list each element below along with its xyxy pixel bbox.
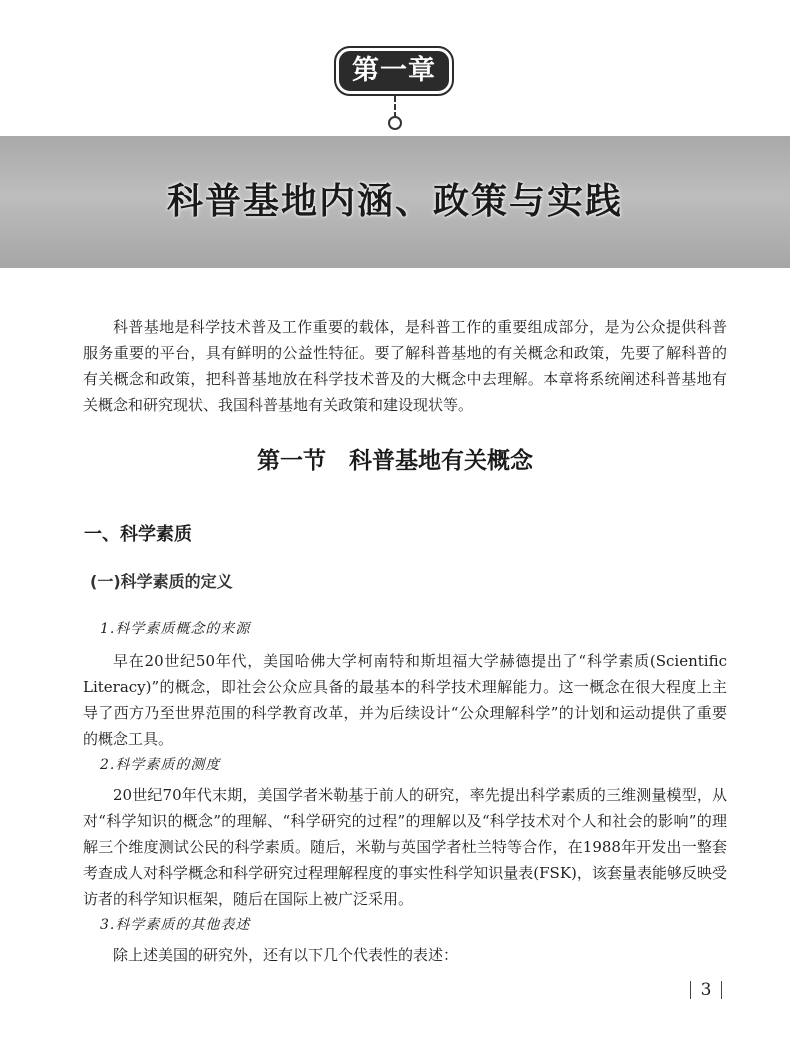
paragraph-other-expressions: 除上述美国的研究外，还有以下几个代表性的表述： — [113, 946, 459, 964]
intro-paragraph: 科普基地是科学技术普及工作重要的载体，是科普工作的重要组成部分，是为公众提供科普服务重要的平台，具有鲜明的公益性特征。要了解科普基地的有关概念和政策，先要了解科普的有关概念和政策，把科普基地放在科学技术普及的大概念中去理解。本章将系统阐述科普基地有关概念和研究现状、我国科普基地有关政策和建设现状等。 — [83, 318, 727, 414]
subheading-origin: 1.科学素质概念的来源 — [100, 621, 251, 637]
chapter-label-badge: 第一章 — [336, 48, 452, 94]
heading-definition: (一)科学素质的定义 — [90, 572, 233, 591]
page-number-left-rule — [690, 981, 691, 999]
page-number-value: 3 — [700, 979, 712, 1000]
chapter-title: 科普基地内涵、政策与实践 — [166, 181, 623, 222]
badge-connector-ring — [388, 116, 402, 130]
paragraph-measurement: 20世纪70年代末期，美国学者米勒基于前人的研究，率先提出科学素质的三维测量模型，从对“科学知识的概念”的理解、“科学研究的过程”的理解以及“科学技术对个人和社会的影响”的理解三个维度测试公民的科学素质。随后，米勒与英国学者杜兰特等合作，在1988年开发出一整套考查成人对科学概念和科学研究过程理解程度的事实性科学知识量表(FSK)，该套量表能够反映受访者的科学知识框架，随后在国际上被广泛采用。 — [83, 786, 727, 908]
badge-connector-line — [394, 96, 396, 118]
section-title: 第一节 科普基地有关概念 — [257, 448, 533, 474]
subheading-other-expressions: 3.科学素质的其他表述 — [100, 917, 251, 933]
page-number-right-rule — [721, 981, 722, 999]
heading-science-literacy: 一、科学素质 — [84, 524, 192, 545]
page-number — [680, 978, 732, 1001]
subheading-measurement: 2.科学素质的测度 — [100, 757, 221, 773]
paragraph-origin: 早在20世纪50年代，美国哈佛大学柯南特和斯坦福大学赫德提出了“科学素质(Scientific Literacy)”的概念，即社会公众应具备的最基本的科学技术理解能力。这一概念在很大程度上主导了西方乃至世界范围的科学教育改革，并为后续设计“公众理解科学”的计划和运动提供了重要的概念工具。 — [83, 652, 727, 748]
